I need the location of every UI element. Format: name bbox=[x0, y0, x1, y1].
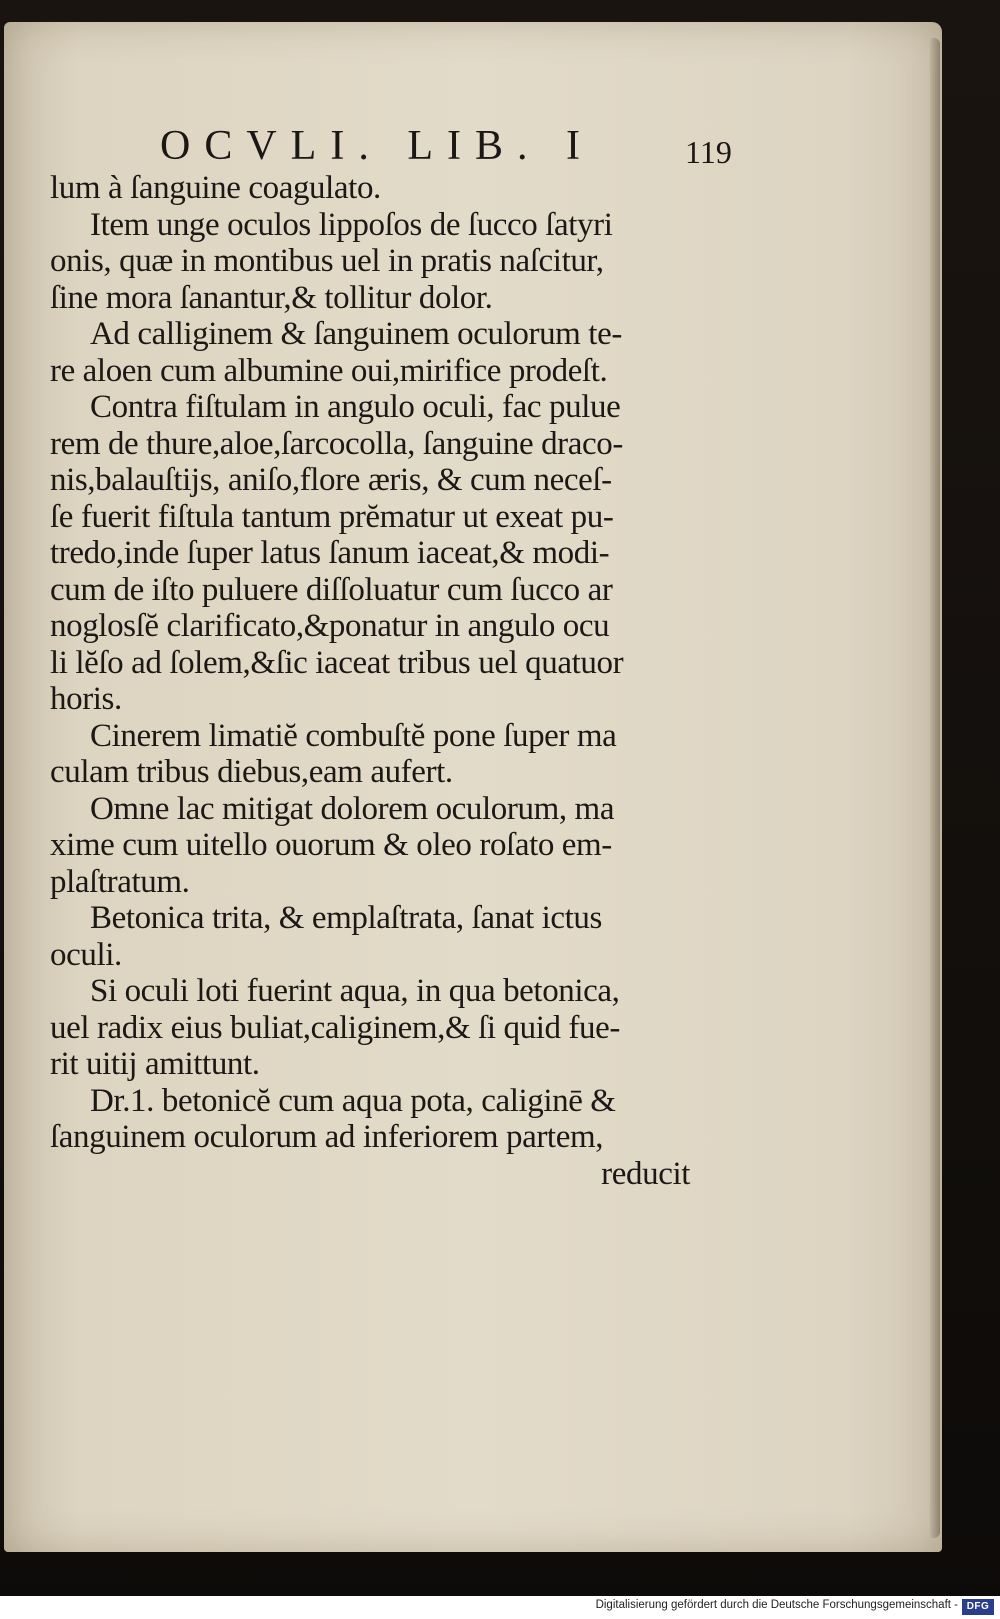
text-line: oculi. bbox=[50, 936, 122, 973]
text-line: Omne lac mitigat dolorem oculorum, ma bbox=[90, 790, 615, 827]
text-line: tredo,inde ſuper latus ſanum iaceat,& modi- bbox=[50, 535, 610, 571]
text-line: Si oculi loti fuerint aqua, in qua betonica, bbox=[90, 973, 620, 1009]
text-line: horis. bbox=[50, 681, 122, 717]
text-line: ſe fuerit fiſtula tantum prĕmatur ut exeat pu- bbox=[50, 498, 614, 535]
text-line: Contra fiſtulam in angulo oculi, fac pulue bbox=[90, 389, 621, 425]
footer-bar bbox=[0, 1596, 1000, 1619]
text-line: li lĕſo ad ſolem,&ſic iaceat tribus uel quatuor bbox=[50, 644, 624, 681]
text-line: xime cum uitello ouorum & oleo roſato em- bbox=[50, 827, 612, 863]
text-line: ſine mora ſanantur,& tollitur dolor. bbox=[50, 279, 493, 316]
text-line: rit uitij amittunt. bbox=[50, 1046, 260, 1082]
text-line: noglosſĕ clarificato,&ponatur in angulo ocu bbox=[50, 608, 610, 644]
text-line: lum à ſanguine coagulato. bbox=[50, 170, 381, 206]
body-text bbox=[50, 170, 720, 1192]
text-line: Cinerem limatiĕ combuſtĕ pone ſuper ma bbox=[90, 717, 617, 754]
text-line: cum de iſto puluere diſſoluatur cum ſucco ar bbox=[50, 571, 613, 608]
text-line: onis, quæ in montibus uel in pratis naſcitur, bbox=[50, 243, 604, 279]
page-number: 119 bbox=[685, 134, 732, 170]
running-head-title: OCVLI. LIB. I bbox=[160, 123, 594, 169]
text-line: Item unge oculos lippoſos de ſucco ſatyri bbox=[90, 206, 613, 243]
catchword: reducit bbox=[601, 1155, 690, 1192]
text-line: ſanguinem oculorum ad inferiorem partem, bbox=[50, 1119, 604, 1155]
page-edge bbox=[930, 38, 940, 1538]
text-line: Dr.1. betonicĕ cum aqua pota, caliginē & bbox=[90, 1082, 616, 1119]
dfg-logo-icon: DFG bbox=[962, 1599, 994, 1615]
text-line: rem de thure,aloe,ſarcocolla, ſanguine draco- bbox=[50, 425, 623, 462]
text-line: Betonica trita, & emplaſtrata, ſanat ictus bbox=[90, 900, 602, 936]
text-line: Ad calliginem & ſanguinem oculorum te- bbox=[90, 316, 622, 352]
text-line: nis,balauſtijs, aniſo,flore æris, & cum neceſ- bbox=[50, 462, 612, 498]
text-line: uel radix eius buliat,caliginem,& ſi quid fue- bbox=[50, 1009, 620, 1046]
funding-credit: Digitalisierung gefördert durch die Deutsche Forschungsgemeinschaft - bbox=[595, 1599, 958, 1611]
text-line: culam tribus diebus,eam aufert. bbox=[50, 754, 453, 790]
text-line: plaſtratum. bbox=[50, 863, 190, 900]
text-line: re aloen cum albumine oui,mirifice prodeſt. bbox=[50, 352, 608, 389]
